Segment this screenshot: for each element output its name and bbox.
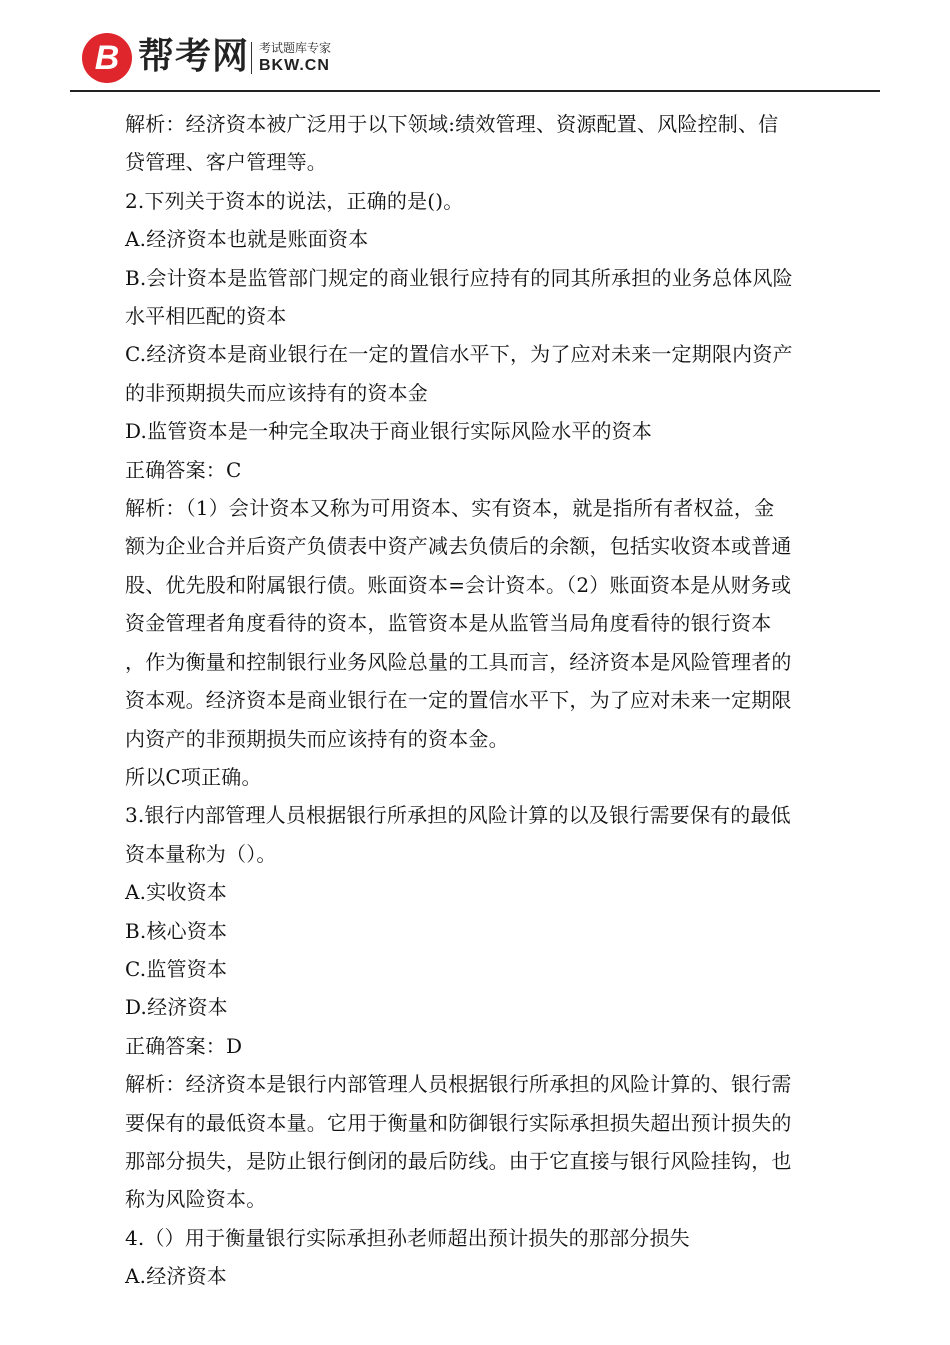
answer-option: B.核心资本 (125, 918, 228, 943)
text-line: 贷管理、客户管理等。 (125, 150, 327, 175)
explanation-line: 所以C项正确。 (125, 764, 262, 789)
brand-divider (251, 42, 252, 74)
explanation-line: 称为风险资本。 (125, 1187, 267, 1212)
document-body (125, 105, 865, 1296)
explanation-line: 内资产的非预期损失而应该持有的资本金。 (125, 726, 509, 751)
explanation-line: 额为企业合并后资产负债表中资产减去负债后的余额，包括实收资本或普通 (125, 534, 792, 559)
question-stem: 4.（）用于衡量银行实际承担孙老师超出预计损失的那部分损失 (125, 1225, 690, 1250)
page-header (0, 0, 950, 95)
explanation-line: ，作为衡量和控制银行业务风险总量的工具而言，经济资本是风险管理者的 (125, 649, 792, 674)
answer-option: C.监管资本 (125, 956, 228, 981)
correct-answer: 正确答案：C (125, 457, 242, 482)
header-divider (70, 90, 880, 92)
explanation-line: 解析：经济资本是银行内部管理人员根据银行所承担的风险计算的、银行需 (125, 1072, 792, 1097)
brand-name[interactable]: 帮考网 (138, 35, 250, 76)
answer-option: A.经济资本也就是账面资本 (125, 227, 369, 252)
answer-option: A.实收资本 (125, 880, 228, 905)
logo-icon[interactable] (82, 33, 132, 83)
explanation-line: 要保有的最低资本量。它用于衡量和防御银行实际承担损失超出预计损失的 (125, 1110, 792, 1135)
answer-option: D.经济资本 (125, 995, 228, 1020)
answer-option: D.监管资本是一种完全取决于商业银行实际风险水平的资本 (125, 419, 653, 444)
answer-option: 的非预期损失而应该持有的资本金 (125, 380, 428, 405)
answer-option: A.经济资本 (125, 1264, 228, 1289)
explanation-line: 那部分损失，是防止银行倒闭的最后防线。由于它直接与银行风险挂钩，也 (125, 1148, 792, 1173)
explanation-line: 解析：（1）会计资本又称为可用资本、实有资本，就是指所有者权益，金 (125, 496, 775, 521)
question-stem: 资本量称为（）。 (125, 841, 277, 866)
explanation-line: 资金管理者角度看待的资本，监管资本是从监管当局角度看待的银行资本 (125, 611, 772, 636)
question-stem: 2.下列关于资本的说法，正确的是()。 (125, 188, 464, 213)
answer-option: 水平相匹配的资本 (125, 304, 287, 329)
answer-option: C.经济资本是商业银行在一定的置信水平下，为了应对未来一定期限内资产 (125, 342, 793, 367)
correct-answer: 正确答案：D (125, 1033, 243, 1058)
answer-option: B.会计资本是监管部门规定的商业银行应持有的同其所承担的业务总体风险 (125, 265, 793, 290)
logo-letter: B (94, 39, 120, 77)
explanation-line: 资本观。经济资本是商业银行在一定的置信水平下，为了应对未来一定期限 (125, 688, 792, 713)
brand-tagline: 考试题库专家 (259, 41, 332, 55)
brand-domain[interactable]: BKW.CN (259, 57, 330, 74)
question-stem: 3.银行内部管理人员根据银行所承担的风险计算的以及银行需要保有的最低 (125, 803, 791, 828)
text-line: 解析：经济资本被广泛用于以下领域:绩效管理、资源配置、风险控制、信 (125, 112, 779, 136)
explanation-line: 股、优先股和附属银行债。账面资本=会计资本。（2）账面资本是从财务或 (125, 572, 792, 597)
